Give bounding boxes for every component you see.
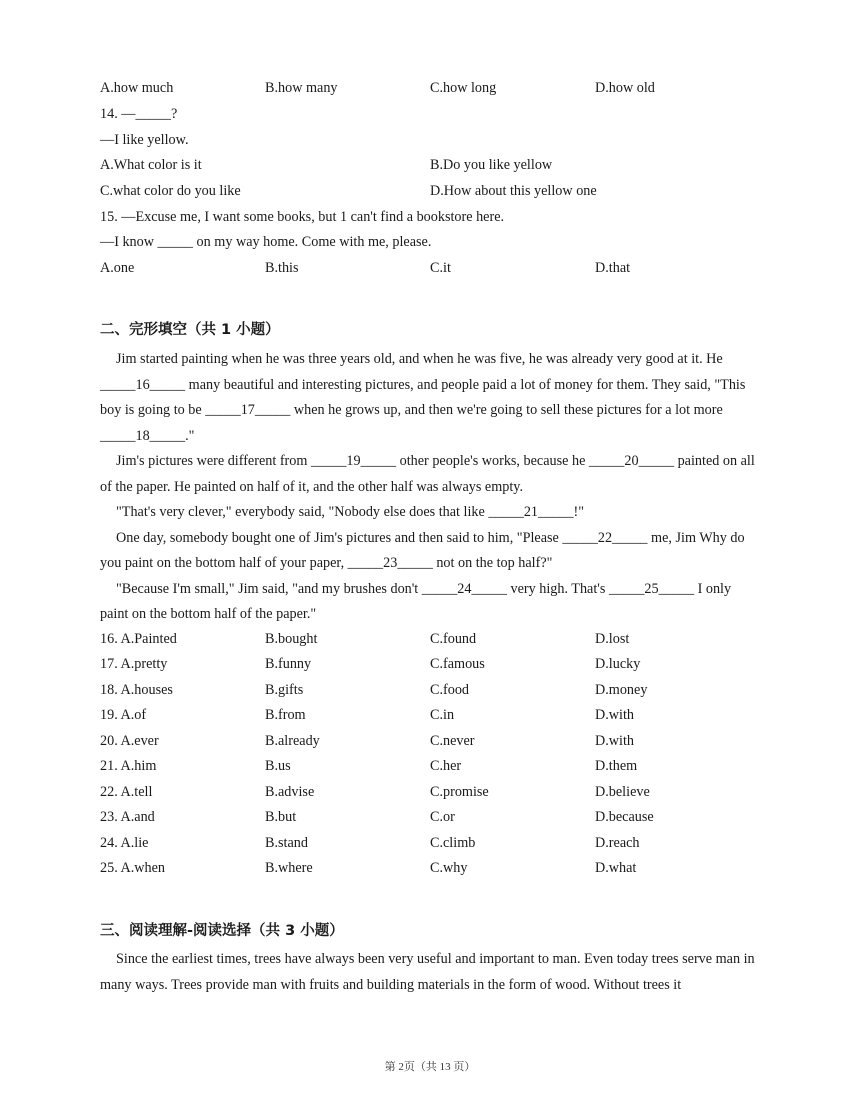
question-row-16: [100, 627, 760, 652]
option-a: A.how much: [100, 80, 174, 96]
cloze-passage: [100, 347, 760, 628]
option-d: D.money: [595, 682, 648, 698]
section-heading-reading: 三、阅读理解-阅读选择（共 3 小题）: [100, 923, 344, 939]
passage-paragraph: "That's very clever," everybody said, "Nobody else does that like _____21_____!": [116, 504, 585, 520]
option-d: D.with: [595, 707, 635, 723]
option-c: C.never: [430, 733, 475, 749]
q14-options-row1: [100, 153, 760, 178]
q15-options: [100, 256, 760, 281]
section-heading-cloze: 二、完形填空（共 1 小题）: [100, 322, 280, 338]
option-d: D.because: [595, 809, 654, 825]
option-c: C.or: [430, 809, 455, 825]
option-b: B.us: [265, 758, 291, 774]
option-b: B.from: [265, 707, 306, 723]
option-a: 22. A.tell: [100, 784, 153, 800]
q14-reply: —I like yellow.: [100, 132, 189, 148]
option-d: D.that: [595, 260, 631, 276]
option-c: C.promise: [430, 784, 489, 800]
question-row-21: [100, 754, 760, 779]
question-row-20: [100, 729, 760, 754]
option-d: D.them: [595, 758, 638, 774]
option-d: D.with: [595, 733, 635, 749]
q14-options-row2: [100, 179, 760, 204]
option-a: 21. A.him: [100, 758, 157, 774]
q15-reply: —I know _____ on my way home. Come with me, please.: [100, 234, 432, 250]
question-row-17: [100, 652, 760, 677]
option-d: D.reach: [595, 835, 640, 851]
question-row-19: [100, 703, 760, 728]
page-footer: 第 2页（共 13 页）: [384, 1061, 476, 1073]
option-c: C.climb: [430, 835, 476, 851]
option-b: B.advise: [265, 784, 315, 800]
passage-paragraph: Jim's pictures were different from _____19_____ other people's works, because he _____20_____ painted on all of the paper. He painted on half of it, and the other half was always empty.: [100, 453, 755, 495]
question-row-23: [100, 805, 760, 830]
option-d: D.believe: [595, 784, 650, 800]
option-d: D.what: [595, 860, 637, 876]
question-row-25: [100, 856, 760, 881]
option-b: B.how many: [265, 80, 338, 96]
option-c: C.found: [430, 631, 477, 647]
option-a: 18. A.houses: [100, 682, 173, 698]
option-b: B.Do you like yellow: [430, 157, 553, 173]
option-c: C.what color do you like: [100, 183, 241, 199]
option-b: B.bought: [265, 631, 318, 647]
passage-paragraph: Since the earliest times, trees have always been very useful and important to man. Even today trees serve man in many ways. Trees provide man with fruits and building materials in the form of wood. Without trees it: [100, 951, 755, 993]
option-c: C.in: [430, 707, 455, 723]
reading-passage: [100, 947, 760, 998]
option-d: D.lucky: [595, 656, 641, 672]
option-a: 25. A.when: [100, 860, 166, 876]
option-a: A.What color is it: [100, 157, 202, 173]
option-b: B.where: [265, 860, 313, 876]
q14-stem: 14. —_____?: [100, 106, 178, 122]
option-d: D.lost: [595, 631, 630, 647]
q15-stem: 15. —Excuse me, I want some books, but 1 can't find a bookstore here.: [100, 209, 505, 225]
option-d: D.how old: [595, 80, 655, 96]
passage-paragraph: "Because I'm small," Jim said, "and my brushes don't _____24_____ very high. That's _____25_____ I only paint on the bottom half of the paper.": [100, 580, 732, 622]
option-b: B.but: [265, 809, 297, 825]
option-a: 17. A.pretty: [100, 656, 168, 672]
option-a: 19. A.of: [100, 707, 147, 723]
option-b: B.stand: [265, 835, 308, 851]
option-b: B.this: [265, 260, 299, 276]
passage-paragraph: Jim started painting when he was three years old, and when he was five, he was already very good at it. He _____16_____ many beautiful and interesting pictures, and people paid a lot of money for them. They said, "This boy is going to be _____17_____ when he grows up, and then we're going to sell these pictures for a lot more _____18_____.": [100, 351, 746, 444]
option-a: 16. A.Painted: [100, 631, 177, 647]
question-row-22: [100, 780, 760, 805]
option-c: C.why: [430, 860, 468, 876]
option-c: C.food: [430, 682, 470, 698]
option-b: B.already: [265, 733, 320, 749]
option-c: C.it: [430, 260, 451, 276]
q13-options: [100, 76, 760, 101]
option-b: B.funny: [265, 656, 312, 672]
option-a: 23. A.and: [100, 809, 155, 825]
option-b: B.gifts: [265, 682, 304, 698]
option-a: 20. A.ever: [100, 733, 159, 749]
option-c: C.how long: [430, 80, 497, 96]
option-a: A.one: [100, 260, 135, 276]
question-row-18: [100, 678, 760, 703]
option-c: C.her: [430, 758, 462, 774]
passage-paragraph: One day, somebody bought one of Jim's pictures and then said to him, "Please _____22_____ me, Jim Why do you paint on the bottom half of your paper, _____23_____ not on the top half?": [100, 529, 745, 571]
option-d: D.How about this yellow one: [430, 183, 597, 199]
question-row-24: [100, 831, 760, 856]
option-c: C.famous: [430, 656, 485, 672]
option-a: 24. A.lie: [100, 835, 149, 851]
